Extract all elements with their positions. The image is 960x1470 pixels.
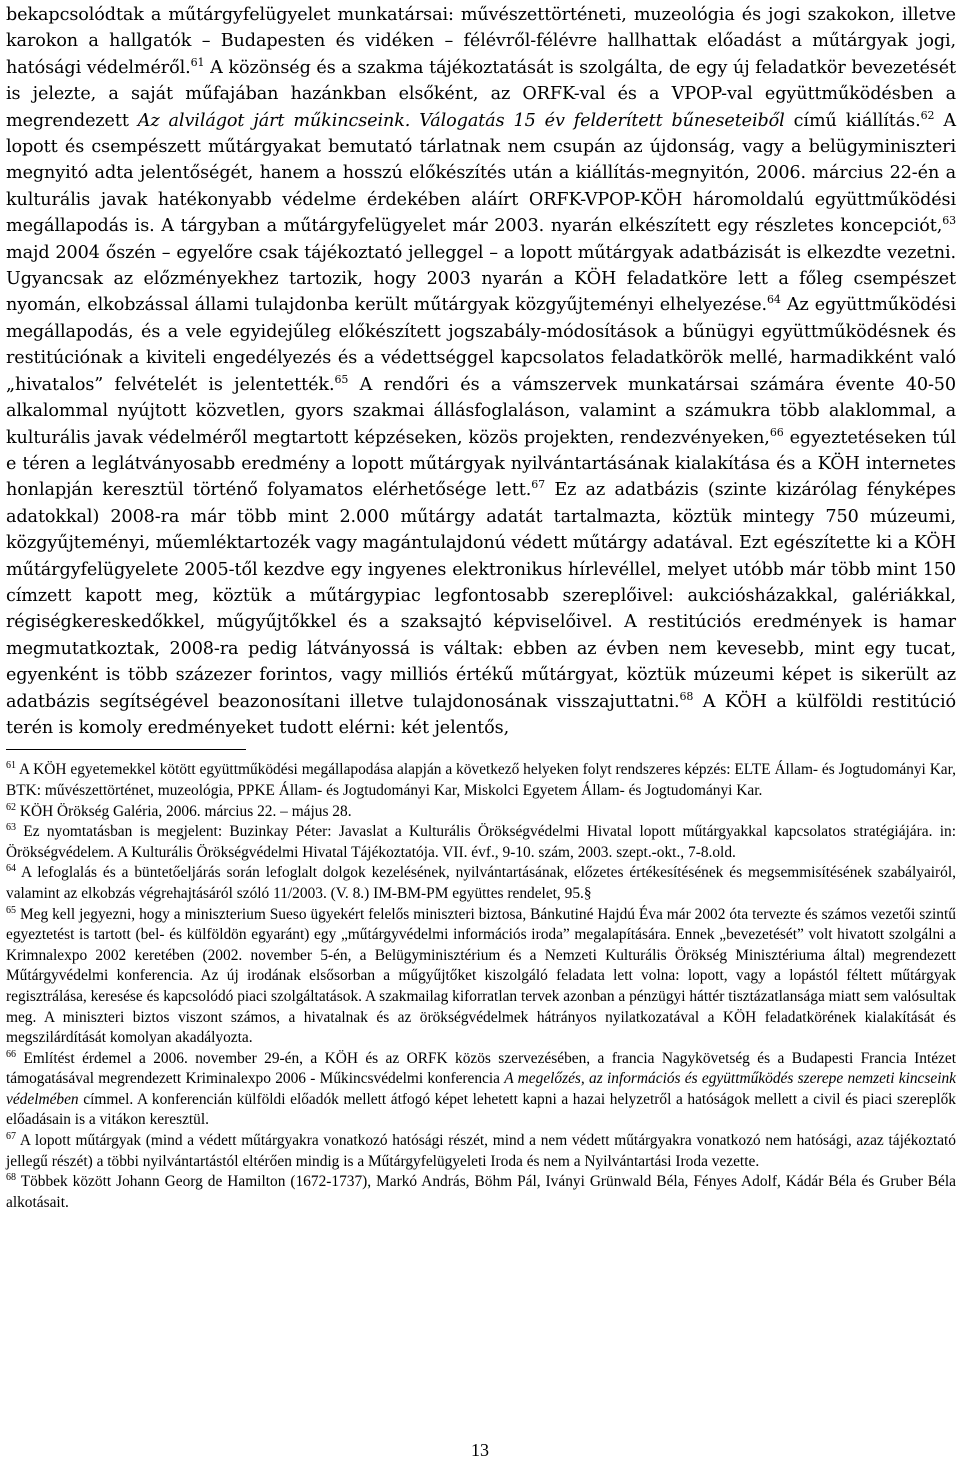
footnote-number: 62 (6, 801, 16, 813)
footnote-ref-65[interactable]: 65 (334, 372, 349, 386)
body-paragraph (6, 2, 956, 741)
footnote-text: Meg kell jegyezni, hogy a miniszterium Sueso ügyekért felelős miniszteri biztosa, Bánkutiné Hajdú Éva már 2002 óta tervezte és számos vezetői szintű egyeztetést is tartott (bel- és külföldön egyaránt) egy „műtárgyvédelmi információs iroda” megalapítására. Ennek „bevezetését” volt hivatott szolgálni a Krimnalexpo 2002 keretében (2002. november 5-én, a Belügyminisztérium és a Nemzeti Kulturális Örökség Minisztériuma által) megrendezett Műtárgyvédelmi konferencia. Az új irodának elsősorban a műgyűjtőket kiszolgáló feladata lett volna: lopott, vagy a lopástól féltett műtárgyak regisztrálása, keresése és kapcsolódó piaci szolgáltatások. A szakmailag kiforratlan tervek azonban a pénzügyi háttér tisztázatlansága miatt sem valósultak meg. A miniszteri biztos viszont számos, a hivatalnak és az örökségvédelmek hátrányos nyilatkozatával a KÖH feladatkörének kialakítását és megszilárdítását komolyan akadályozta. (6, 905, 957, 1047)
footnote-65 (6, 905, 956, 1049)
body-text-2: A közönség és a szakma tájékoztatását is szolgálta, de egy új feladatkör bevezetését is jelezte, a saját műfajában hazánkban elsőként, az ORFK-val és a VPOP-val együttműködésben a megrendezett (6, 57, 957, 131)
conference-title: A megelőzés, az információs és együttműködés szerepe nemzeti kincseink védelmében (6, 1070, 956, 1108)
footnote-ref-62[interactable]: 62 (920, 108, 935, 122)
footnotes-section (6, 760, 956, 1213)
footnote-text: A lopott műtárgyak (mind a védett műtárgyakra vonatkozó hatósági részét, mind a nem védett műtárgyakra vonatkozó nem hatósági, azaz tájékoztató jellegű részét) a többi nyilvántartástól eltérően mindig is a Műtárgyfelügyeleti Iroda és nem a Nyilvántartási Iroda vezette. (6, 1132, 957, 1170)
footnote-text: A lefoglalás és a büntetőeljárás során lefoglalt dolgok kezelésének, nyilvántartásának, előzetes értékesítésének és megsemmisítésének szabályairól, valamint az elkobzás végrehajtásáról szóló 11/2003. (V. 8.) IM-BM-PM együttes rendelet, 95.§ (6, 864, 956, 902)
page-number: 13 (471, 1440, 489, 1460)
footnote-ref-63[interactable]: 63 (942, 214, 956, 228)
body-text-5: Az együttműködési megállapodás, és a vele egyidejűleg előkészített jogszabály-módosítások a bűnügyi együttműködésnek és restitúciónak a kiviteli engedélyezés és a védettséggel kapcsolatos feladatkörök mellé, harmadikként való „hivatalos” felvételét is jelentették. (6, 295, 956, 395)
body-text-4: majd 2004 őszén – egyelőre csak tájékoztató jelleggel – a lopott műtárgyak adatbázisát is elkezdte vezetni. Ugyancsak az előzményekhez tartozik, hogy 2003 nyarán a KÖH feladatköre lett a főleg csempészet nyomán, elkobzással állami tulajdonba került műtárgyak közgyűjteményi elhelyezése. (6, 242, 956, 316)
document-page (6, 2, 956, 1213)
exhibition-title: Az alvilágot járt műkincseink. Válogatás 15 év felderített bűneseteiből (137, 110, 785, 131)
body-text-6: A rendőri és a vámszervek munkatársai számára évente 40-50 alkalommal nyújtott közvetlen, gyors szakmai állásfoglaláson, valamint a számukra több alaklommal, a kulturális javak védelméről megtartott képzéseken, közös projekten, rendezvényeken, (6, 374, 956, 448)
footnote-text: Többek között Johann Georg de Hamilton (1672-1737), Markó András, Böhm Pál, Iványi Grünwald Béla, Fényes Adolf, Kádár Béla és Gruber Béla alkotásait. (6, 1173, 956, 1211)
footnote-text: KÖH Örökség Galéria, 2006. március 22. – május 28. (19, 802, 352, 820)
body-text-1: bekapcsolódtak a műtárgyfelügyelet munkatársai: művészettörténeti, muzeológia és jogi szakokon, illetve karokon a hallgatók – Budapesten és vidéken – félévről-félévre hallhattak előadást a műtárgyak jogi, hatósági védelméről. (6, 5, 956, 78)
footnote-63 (6, 822, 956, 863)
footnote-68 (6, 1172, 956, 1213)
footnote-ref-67[interactable]: 67 (531, 478, 545, 492)
footnote-text: címmel. A konferencián külföldi előadók mellett átfogó képet lehetett kapni a hazai helyzetről a hatóságok mellett a civil és piaci szereplők előadásain is a vitákon keresztül. (6, 1090, 956, 1129)
body-text-2b: című kiállítás. (793, 110, 921, 131)
body-text-8: Ez az adatbázis (szinte kizárólag fényképes adatokkal) 2008-ra már több mint 2.000 műtárgy adatát tartalmazta, köztük mintegy 750 múzeumi, közgyűjteményi, műemléktartozék vagy magántulajdonú védett műtárgy adatával. Ezt egészítette ki a KÖH műtárgyfelügyelete 2005-től kezdve egy ingyenes elektronikus hírlevéllel, melyet utóbb már több mint 150 címzett kapott meg, köztük a műtárgypiac legfontosabb szereplőivel: aukciósházakkal, galériákkal, régiségkereskedőkkel, műgyűjtőkkel és a szaksajtó képviselőivel. A restitúciós eredmények is hamar megmutatkoztak, 2008-ra pedig látványossá is váltak: ebben az évben nem kevesebb, mint egy tucat, egyenként is több százezer forintos, vagy milliós értékű műtárgyat, köztük múzeumi képet is sikerült az adatbázis segítségével beazonosítani illetve tulajdonosának visszajuttatni. (6, 480, 956, 712)
footnote-number: 66 (6, 1048, 16, 1060)
footnote-ref-66[interactable]: 66 (769, 425, 784, 439)
footnote-number: 61 (6, 760, 16, 772)
footnote-number: 65 (6, 904, 16, 916)
footnote-67 (6, 1131, 956, 1172)
body-text-7: egyeztetéseken túl e téren a leglátványosabb eredmény a lopott műtárgyak nyilvántartásának kialakítása és a KÖH internetes honlapján keresztül történő folyamatos elérhetősége lett. (6, 427, 956, 501)
footnote-text: A KÖH egyetemekkel kötött együttműködési megállapodása alapján a következő helyeken folyt rendszeres képzés: ELTE Állam- és Jogtudományi Kar, BTK: művészettörténet, muzeológia, PPKE Állam- és Jogtudományi Kar, Miskolci Egyetem Állam- és Jogtudományi Kar. (6, 761, 956, 799)
body-text-3: A lopott és csempészett műtárgyakat bemutató tárlatnak nem csupán az újdonság, vagy a belügyminiszteri megnyitó adta jelentőségét, hanem a hosszú előkészítés után a kiállítás-megnyitón, 2006. március 22-én a kulturális javak hatékonyabb védelme érdekében aláírt ORFK-VPOP-KÖH háromoldalú együttműködési megállapodás is. A tárgyban a műtárgyfelügyelet már 2003. nyarán elkészített egy részletes koncepciót, (6, 110, 956, 237)
footnote-separator (6, 749, 246, 750)
footnote-ref-61[interactable]: 61 (190, 55, 205, 69)
footnote-ref-64[interactable]: 64 (767, 293, 781, 307)
footnote-number: 63 (6, 822, 16, 834)
footnote-number: 68 (6, 1172, 16, 1184)
footnote-number: 67 (6, 1130, 16, 1142)
footnote-text: Ez nyomtatásban is megjelent: Buzinkay Péter: Javaslat a Kulturális Örökségvédelmi Hivatal lopott műtárgyakkal kapcsolatos stratégiájára. in: Örökségvédelem. A Kulturális Örökségvédelmi Hivatal Tájékoztatója. VII. évf., 9-10. szám, 2003. szept.-okt., 7-8.old. (6, 823, 956, 861)
footnote-61 (6, 760, 956, 801)
footnote-text: Említést érdemel a 2006. november 29-én, a KÖH és az ORFK közös szervezésében, a francia Nagykövetség és a Budapesti Francia Intézet támogatásával megrendezett Kriminalexpo 2006 - Műkincsvédelmi konferencia (6, 1049, 956, 1088)
footnote-number: 64 (6, 863, 16, 875)
footnote-62 (6, 802, 956, 823)
footnote-ref-68[interactable]: 68 (679, 689, 694, 703)
body-text-9: A KÖH a külföldi restitúció terén is komoly eredményeket tudott elérni: két jelentős, (6, 691, 956, 738)
footnote-66 (6, 1049, 956, 1131)
footnote-64 (6, 863, 956, 904)
